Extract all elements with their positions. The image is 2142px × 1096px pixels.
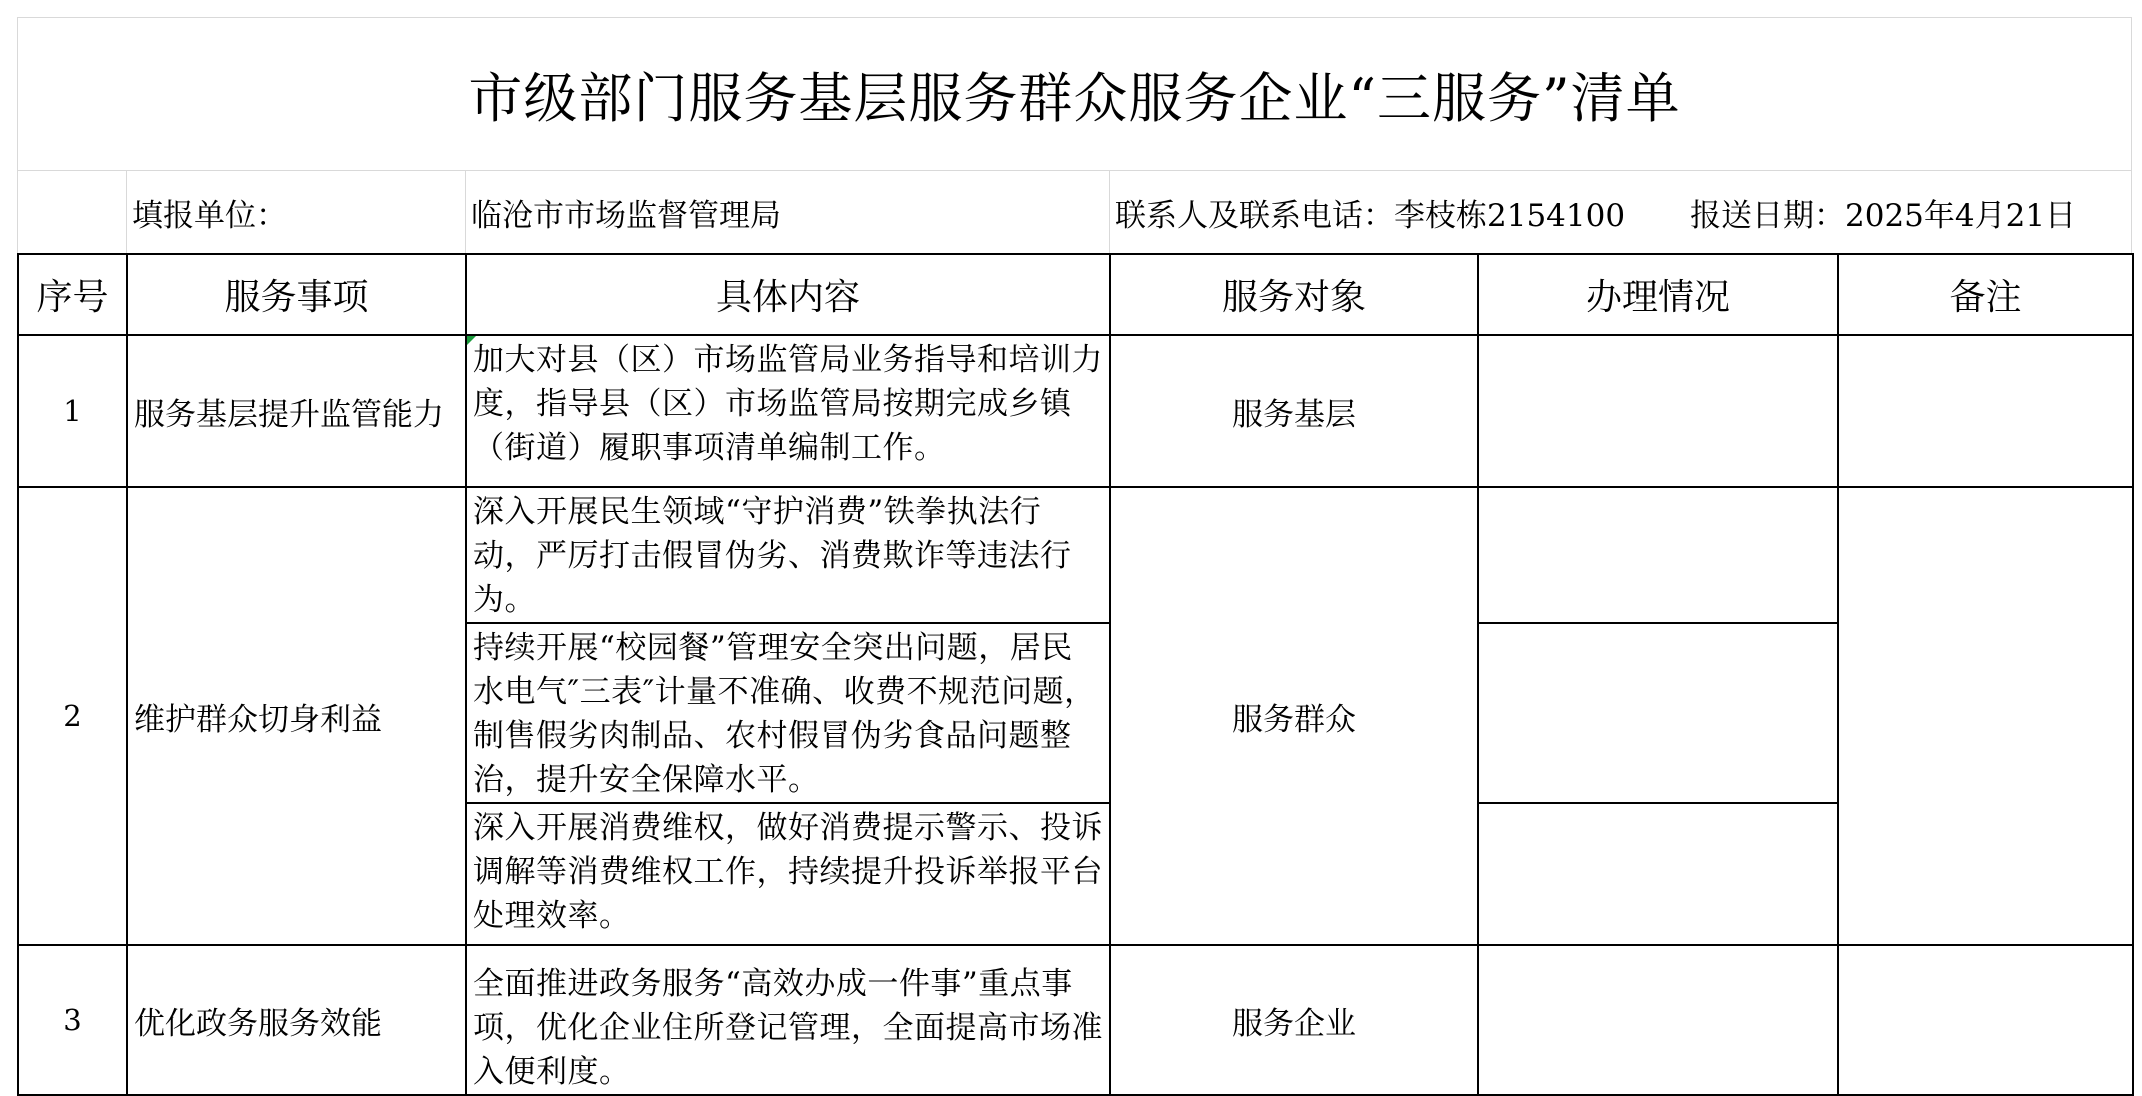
service-list-table — [17, 253, 2134, 1096]
status-cell[interactable] — [1478, 623, 1838, 803]
row-number: 1 — [18, 335, 127, 487]
gridline — [126, 170, 127, 253]
header-row — [18, 254, 2133, 335]
row-number: 3 — [18, 945, 127, 1095]
header-content: 具体内容 — [466, 254, 1110, 335]
remarks-cell[interactable] — [1838, 945, 2133, 1095]
header-status: 办理情况 — [1478, 254, 1838, 335]
service-target: 服务基层 — [1110, 335, 1478, 487]
gridline — [17, 170, 2132, 171]
header-target: 服务对象 — [1110, 254, 1478, 335]
content-cell[interactable]: 持续开展“校园餐”管理安全突出问题，居民水电气″三表″计量不准确、收费不规范问题，制售假劣肉制品、农村假冒伪劣食品问题整治，提升安全保障水平。 — [466, 623, 1110, 803]
unit-value: 临沧市市场监督管理局 — [471, 197, 781, 234]
report-date: 报送日期：2025年4月21日 — [1690, 197, 2077, 234]
status-cell[interactable] — [1478, 487, 1838, 623]
service-item: 优化政务服务效能 — [127, 945, 466, 1095]
content-text: 加大对县（区）市场监管局业务指导和培训力度，指导县（区）市场监管局按期完成乡镇（街道）履职事项清单编制工作。 — [473, 342, 1103, 466]
page-title: 市级部门服务基层服务群众服务企业“三服务”清单 — [468, 66, 1681, 130]
contact-info: 联系人及联系电话：李枝栋2154100 — [1115, 197, 1626, 234]
table-row — [18, 335, 2133, 487]
service-target: 服务企业 — [1110, 945, 1478, 1095]
header-remarks: 备注 — [1838, 254, 2133, 335]
gridline — [1109, 170, 1110, 253]
service-item: 维护群众切身利益 — [127, 487, 466, 945]
service-item: 服务基层提升监管能力 — [127, 335, 466, 487]
row-number: 2 — [18, 487, 127, 945]
remarks-cell[interactable] — [1838, 487, 2133, 945]
cell-comment-marker — [467, 336, 476, 345]
status-cell[interactable] — [1478, 945, 1838, 1095]
status-cell[interactable] — [1478, 335, 1838, 487]
content-cell[interactable]: 深入开展民生领域“守护消费”铁拳执法行动，严厉打击假冒伪劣、消费欺诈等违法行为。 — [466, 487, 1110, 623]
table-row — [18, 487, 2133, 623]
status-cell[interactable] — [1478, 803, 1838, 945]
content-cell[interactable]: 全面推进政务服务“高效办成一件事”重点事项，优化企业住所登记管理，全面提高市场准入便利度。 — [466, 945, 1110, 1095]
service-target: 服务群众 — [1110, 487, 1478, 945]
table-row — [18, 945, 2133, 1095]
header-number: 序号 — [18, 254, 127, 335]
content-cell[interactable]: 深入开展消费维权，做好消费提示警示、投诉调解等消费维权工作，持续提升投诉举报平台处理效率。 — [466, 803, 1110, 945]
content-cell[interactable] — [466, 335, 1110, 487]
gridline — [465, 170, 466, 253]
header-service-item: 服务事项 — [127, 254, 466, 335]
unit-label: 填报单位： — [132, 197, 287, 234]
remarks-cell[interactable] — [1838, 335, 2133, 487]
